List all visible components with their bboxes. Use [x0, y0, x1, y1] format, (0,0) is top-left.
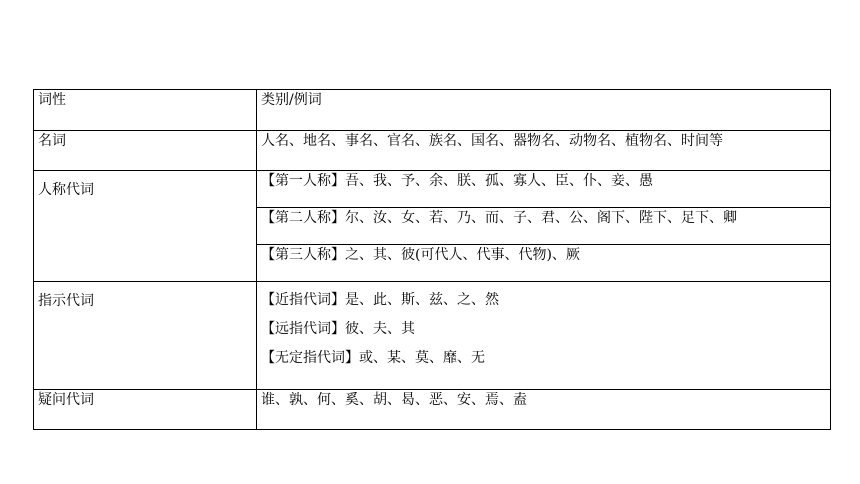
table-row-noun [34, 131, 831, 171]
personal-pronoun-label: 人称代词 [34, 171, 257, 282]
distal-demonstrative-line: 【远指代词】彼、夫、其 [261, 321, 415, 337]
noun-label: 名词 [34, 131, 257, 171]
table-header-row [34, 90, 831, 131]
header-cell-category-examples: 类别/例词 [257, 90, 831, 131]
header-cell-part-of-speech: 词性 [34, 90, 257, 131]
interrogative-pronoun-label: 疑问代词 [34, 390, 257, 430]
third-person-examples: 【第三人称】之、其、彼(可代人、代事、代物)、厥 [257, 245, 831, 282]
noun-examples: 人名、地名、事名、官名、族名、国名、器物名、动物名、植物名、时间等 [257, 131, 831, 171]
second-person-examples: 【第二人称】尔、汝、女、若、乃、而、子、君、公、阁下、陛下、足下、卿 [257, 208, 831, 245]
table-row-personal-pronoun-first [34, 171, 831, 208]
interrogative-pronoun-examples: 谁、孰、何、奚、胡、曷、恶、安、焉、盍 [257, 390, 831, 430]
table-row-interrogative-pronoun [34, 390, 831, 430]
demonstrative-pronoun-label: 指示代词 [34, 282, 257, 390]
indefinite-demonstrative-line: 【无定指代词】或、某、莫、靡、无 [261, 350, 485, 366]
table-row-demonstrative-pronoun [34, 282, 831, 390]
proximal-demonstrative-line: 【近指代词】是、此、斯、兹、之、然 [261, 292, 499, 308]
first-person-examples: 【第一人称】吾、我、予、余、朕、孤、寡人、臣、仆、妾、愚 [257, 171, 831, 208]
demonstrative-pronoun-examples [257, 282, 831, 390]
part-of-speech-table [33, 89, 831, 430]
